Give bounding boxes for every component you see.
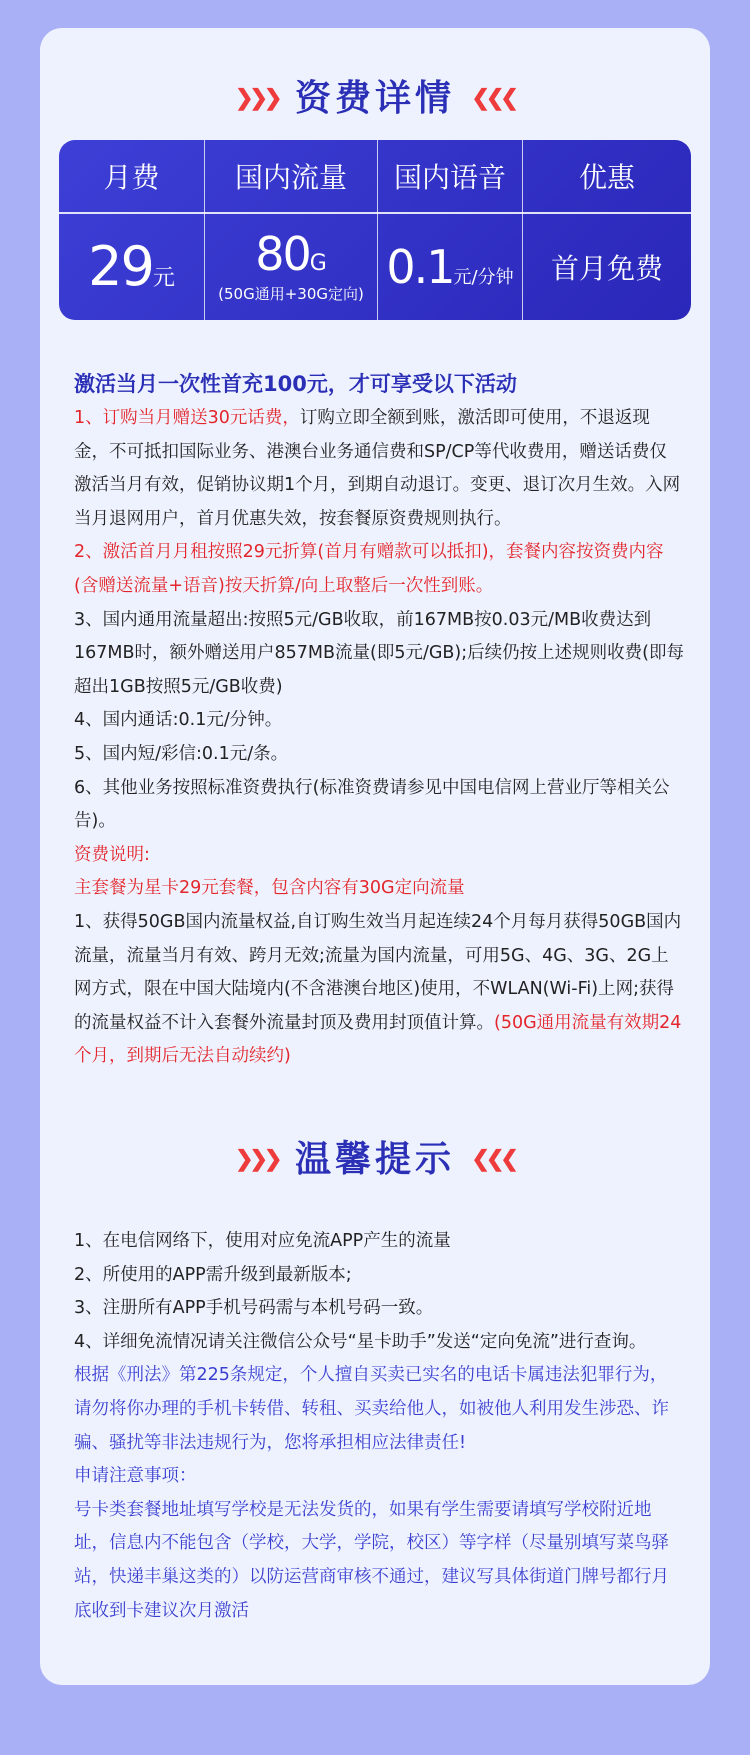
fee-item-2: 2、激活首月月租按照29元折算(首月有赠款可以抵扣)，套餐内容按资费内容(含赠送流量+语音)按天折算/向上取整后一次性到账。: [74, 542, 664, 596]
data-value: 80G (50G通用+30G定向): [218, 226, 364, 303]
promo-value: 首月免费: [550, 252, 663, 285]
fee-section-title: ❯❯❯ 资费详情 ❮❮❮: [235, 77, 515, 119]
content-card: [40, 28, 710, 1685]
fee-item-5: 5、国内短/彩信:0.1元/条。: [74, 743, 289, 764]
fee-item-6: 6、其他业务按照标准资费执行(标准资费请参见中国电信网上营业厅等相关公告)。: [74, 777, 670, 832]
header-monthly-fee: 月费: [103, 161, 160, 194]
fee-item-1: 1、订购当月赠送30元话费，订购立即全额到账，激活即可使用，不退返现金，不可抵扣国际业务、港澳台业务通信费和SP/CP等代收费用，赠送话费仅激活当月有效，促销协议期1个月，到期自动退订。变更、退订次月生效。入网当月退网用户，首月优惠失效，按套餐原资费规则执行。: [74, 408, 681, 529]
chevron-right-double-icon: ❯❯❯: [235, 1146, 279, 1172]
chevron-right-double-icon: ❯❯❯: [235, 85, 279, 111]
tip-item-2: 2、所使用的APP需升级到最新版本;: [74, 1264, 352, 1285]
notice-title: 申请注意事项：: [74, 1466, 197, 1487]
fee-desc-item-1: 1、获得50GB国内流量权益,自订购生效当月起连续24个月每月获得50GB国内流量，流量当月有效、跨月无效;流量为国内流量，可用5G、4G、3G、2G上网方式，限在中国大陆境内(不含港澳台地区)使用，不WLAN(Wi-Fi)上网;获得的流量权益不计入套餐外流量封顶及费用封顶值计算。(50G通用流量有效期24个月，到期后无法自动续约): [74, 911, 682, 1067]
fee-details: [74, 366, 684, 1074]
chevron-left-double-icon: ❮❮❮: [471, 85, 515, 111]
header-domestic-data: 国内流量: [234, 161, 347, 194]
header-domestic-voice: 国内语音: [393, 161, 506, 194]
legal-warning: 根据《刑法》第225条规定，个人擅自买卖已实名的电话卡属违法犯罪行为，请勿将你办理的手机卡转借、转租、买卖给他人，如被他人利用发生涉恐、诈骗、骚扰等非法违规行为，您将承担相应法律责任!: [74, 1365, 669, 1453]
fee-item-3: 3、国内通用流量超出:按照5元/GB收取，前167MB按0.03元/MB收费达到167MB时，额外赠送用户857MB流量(即5元/GB);后续仍按上述规则收费(即每超出1GB按照5元/GB收费): [74, 609, 684, 697]
fee-item-4: 4、国内通话:0.1元/分钟。: [74, 710, 283, 731]
data-note: (50G通用+30G定向): [218, 284, 364, 303]
fee-desc-main: 主套餐为星卡29元套餐，包含内容有30G定向流量: [74, 878, 465, 899]
tip-item-4: 4、详细免流情况请关注微信公众号“星卡助手”发送“定向免流”进行查询。: [74, 1331, 647, 1352]
tips-section-title: ❯❯❯ 温馨提示 ❮❮❮: [235, 1138, 515, 1180]
notice-text: 号卡类套餐地址填写学校是无法发货的，如果有学生需要请填写学校附近地址，信息内不能包含（学校，大学，学院，校区）等字样（尽量别填写菜鸟驿站，快递丰巢这类的）以防运营商审核不通过，建议写具体街道门牌号都行月底收到卡建议次月激活: [74, 1499, 669, 1621]
tip-item-1: 1、在电信网络下，使用对应免流APP产生的流量: [74, 1231, 451, 1251]
fee-desc-title: 资费说明:: [74, 844, 150, 865]
tip-item-3: 3、注册所有APP手机号码需与本机号码一致。: [74, 1298, 434, 1319]
header-promo: 优惠: [578, 161, 635, 194]
fee-table: [59, 140, 691, 320]
fee-headline: 激活当月一次性首充100元，才可享受以下活动: [74, 372, 517, 396]
chevron-left-double-icon: ❮❮❮: [471, 1146, 515, 1172]
monthly-fee-value: 29元: [88, 235, 175, 298]
voice-value: 0.1元/分钟: [386, 240, 514, 294]
tips-details: [74, 1225, 684, 1628]
